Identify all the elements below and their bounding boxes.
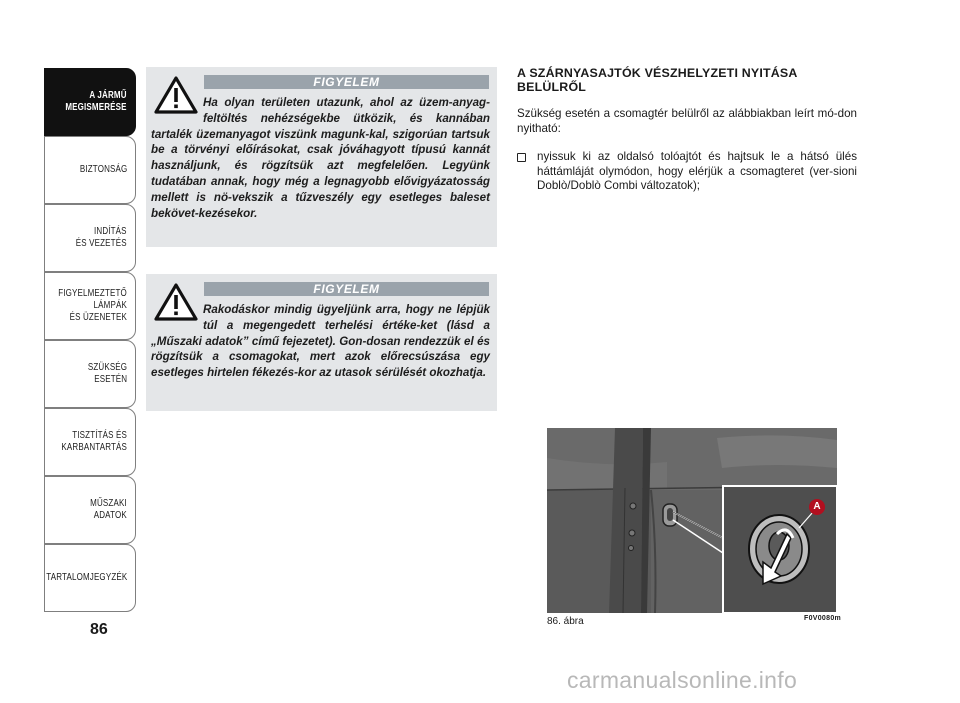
- warning-box-fuel-can: [146, 67, 497, 247]
- figure-caption: 86. ábra: [547, 616, 584, 627]
- figure-86-illustration: [547, 428, 837, 613]
- warning-text: Rakodáskor mindig ügyeljünk arra, hogy ne lépjük túl a megengedett terhelési értéke-ket (lásd a „Műszaki adatok” című fejezetet). Gon-dosan rendezzük el és rögzítsük a csomagokat, mert azok előrecsúszása egy esetleges hirtelen fékezés-kor az utasok sérülését okozhatja.: [151, 303, 490, 380]
- tab-inditas-es-vezetes[interactable]: INDÍTÁS ÉS VEZETÉS: [44, 204, 136, 272]
- tab-szukseg-eseten[interactable]: SZÜKSÉG ESETÉN: [44, 340, 136, 408]
- section-intro: Szükség esetén a csomagtér belülről az alábbiakban leírt mó-don nyitható:: [517, 107, 857, 135]
- tab-a-jarmu-megismerese[interactable]: A JÁRMŰ MEGISMERÉSE: [44, 68, 136, 136]
- warning-box-loading: [146, 274, 497, 411]
- section-heading: A SZÁRNYASAJTÓK VÉSZHELYZETI NYITÁSA BELÜLRŐL: [517, 66, 798, 95]
- watermark: carmanualsonline.info: [567, 667, 798, 693]
- tab-tisztitas-es-karbantartas[interactable]: TISZTÍTÁS ÉS KARBANTARTÁS: [44, 408, 136, 476]
- tab-biztonsag[interactable]: BIZTONSÁG: [44, 136, 136, 204]
- figure-code: F0V0080m: [804, 615, 842, 622]
- door-interior-illustration: [547, 428, 837, 613]
- bullet-text: nyissuk ki az oldalsó tolóajtót és hajtsuk le a hátsó ülés háttámláját olymódon, hogy elérjük a csomagteret (ver-sioni Doblò/Doblò Combi változatok);: [537, 150, 857, 193]
- checkbox-bullet-icon: [517, 153, 526, 162]
- callout-a-label: A: [813, 501, 821, 512]
- page-number: 86: [90, 621, 108, 638]
- warning-title: FIGYELEM: [204, 75, 489, 89]
- tab-figyelmezteto-lampak[interactable]: FIGYELMEZTETŐ LÁMPÁK ÉS ÜZENETEK: [44, 272, 136, 340]
- tab-muszaki-adatok[interactable]: MŰSZAKI ADATOK: [44, 476, 136, 544]
- chapter-tabs: [44, 68, 136, 612]
- warning-text: Ha olyan területen utazunk, ahol az üzem-anyag-feltöltés nehézségekbe ütközik, és kannában tartalék üzemanyagot viszünk magunk-kal, szigorúan tartsuk be a törvényi előírásokat, csak jóváhagyott típusú kannát használjunk, és rögzítsük azt megfelelően. Legyünk tudatában annak, hogy még a legnagyobb elővigyázatosság mellett is nö-vekszik a tűzveszély egy esetleges baleset bekövet-kezésekor.: [151, 96, 490, 220]
- bullet-item: [517, 150, 857, 194]
- tab-tartalomjegyzek[interactable]: TARTALOMJEGYZÉK: [44, 544, 136, 612]
- warning-title: FIGYELEM: [204, 282, 489, 296]
